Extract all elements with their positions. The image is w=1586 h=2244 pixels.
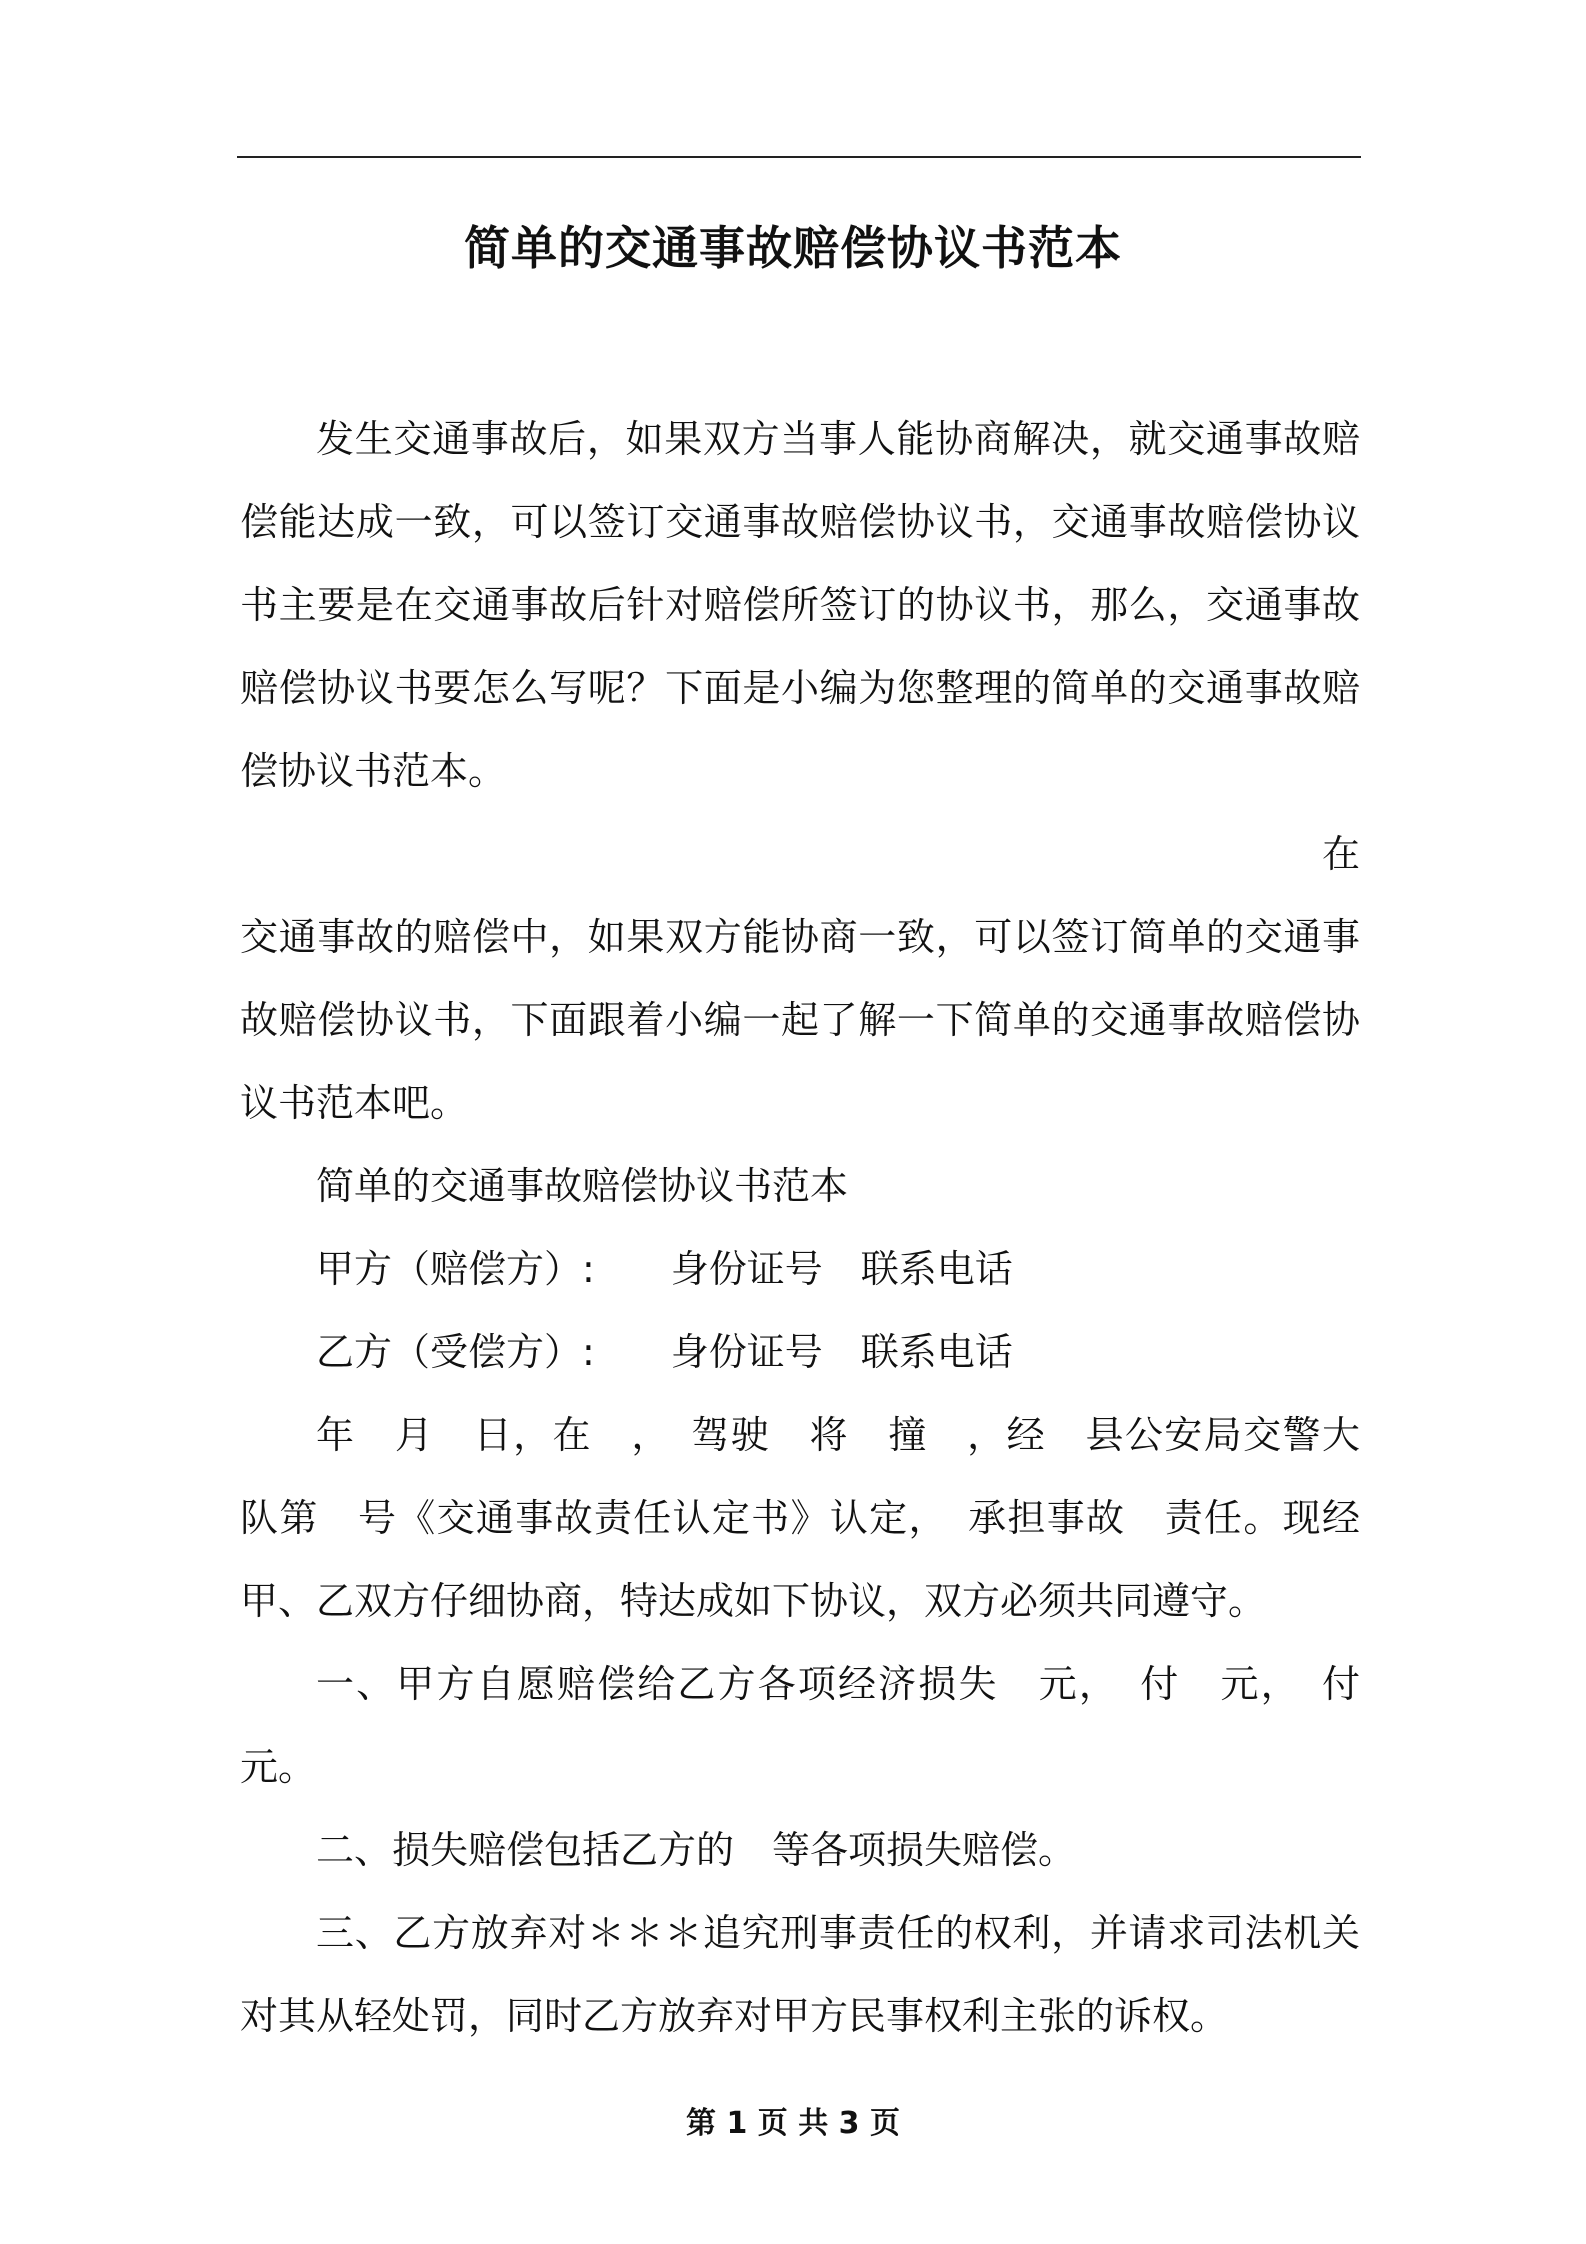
clause-two: 二、损失赔偿包括乙方的 等各项损失赔偿。: [316, 1828, 1077, 1872]
clause-one: 一、甲方自愿赔偿给乙方各项经济损失 元， 付 元， 付 元。: [240, 1662, 1399, 1789]
accident-description-paragraph: 年 月 日，在 ， 驾驶 将 撞 ，经 县公安局交警大队第 号《交通事故责任认定书》认定， 承担事故 责任。现经甲、乙双方仔细协商，特达成如下协议，双方必须共同遵守。: [240, 1413, 1360, 1623]
context-paragraph: 交通事故的赔偿中，如果双方能协商一致，可以签订简单的交通事故赔偿协议书，下面跟着小编一起了解一下简单的交通事故赔偿协议书范本吧。: [240, 915, 1360, 1125]
party-b-line: 乙方（受偿方）: 身份证号 联系电话: [316, 1330, 1013, 1374]
party-a-line: 甲方（赔偿方）: 身份证号 联系电话: [316, 1247, 1013, 1291]
intro-paragraph: 发生交通事故后，如果双方当事人能协商解决，就交通事故赔偿能达成一致，可以签订交通事故赔偿协议书，交通事故赔偿协议书主要是在交通事故后针对赔偿所签订的协议书，那么，交通事故赔偿协议书要怎么写呢？下面是小编为您整理的简单的交通事故赔偿协议书范本。: [240, 417, 1360, 793]
document-title: 简单的交通事故赔偿协议书范本: [464, 221, 1122, 275]
lone-word-line: 在: [1321, 832, 1360, 876]
header-rule: [237, 156, 1361, 158]
page-number-footer: 第 1 页 共 3 页: [686, 2106, 900, 2141]
clause-three: 三、乙方放弃对＊＊＊追究刑事责任的权利，并请求司法机关对其从轻处罚，同时乙方放弃对甲方民事权利主张的诉权。: [240, 1911, 1360, 2038]
template-heading: 简单的交通事故赔偿协议书范本: [316, 1164, 849, 1208]
document-body: [240, 398, 1399, 2058]
